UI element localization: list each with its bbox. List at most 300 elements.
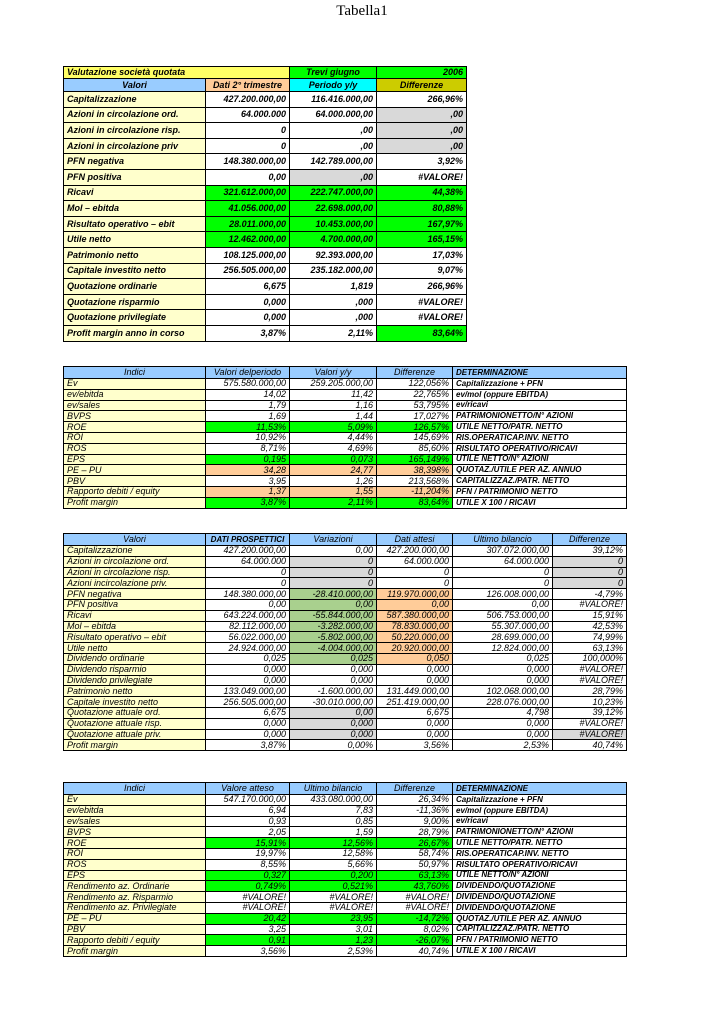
table-cell: 235.182.000,00 xyxy=(290,263,377,279)
table-cell: 165,15% xyxy=(377,232,467,248)
header-cell: Differenze xyxy=(553,534,627,546)
header-cell: Dati 2° trimestre xyxy=(206,79,290,92)
table-cell: 23,95 xyxy=(290,913,377,924)
table-cell: 0,073 xyxy=(290,454,377,465)
table-cell: 74,99% xyxy=(553,632,627,643)
table-cell: 64.000.000 xyxy=(377,556,453,567)
table-cell: 0,85 xyxy=(290,816,377,827)
table-cell: 34,28 xyxy=(206,465,290,476)
table-cell: 3,25 xyxy=(206,924,290,935)
table-cell: ROS xyxy=(64,859,206,870)
table-row xyxy=(64,567,627,578)
table-row xyxy=(64,599,627,610)
table-cell: 55.307.000,00 xyxy=(453,621,553,632)
header-cell: Valori y/y xyxy=(290,367,377,379)
table-cell: #VALORE! xyxy=(377,294,467,310)
table-cell: DIVIDENDO/QUOTAZIONE xyxy=(453,902,627,913)
header-cell: Valore atteso xyxy=(206,783,290,795)
table-cell: DIVIDENDO/QUOTAZIONE xyxy=(453,881,627,892)
table-cell: 3,87% xyxy=(206,325,290,341)
table-title-cell: Valutazione società quotata xyxy=(64,67,290,79)
table-cell: 14,02 xyxy=(206,389,290,400)
table-cell: 0,025 xyxy=(206,653,290,664)
table-row xyxy=(64,123,467,139)
table-cell: 9,07% xyxy=(377,263,467,279)
table-cell: 0,00% xyxy=(290,740,377,751)
table-cell: 575.580.000,00 xyxy=(206,379,290,390)
table-cell: 0 xyxy=(290,556,377,567)
table-cell: Profit margin xyxy=(64,740,206,751)
table-cell: DIVIDENDO/QUOTAZIONE xyxy=(453,892,627,903)
table-cell: Azioni in circolazione ord. xyxy=(64,107,206,123)
table-cell: -4.004.000,00 xyxy=(290,643,377,654)
table-row xyxy=(64,578,627,589)
table-cell: 80,88% xyxy=(377,201,467,217)
table-cell: 8,02% xyxy=(377,924,453,935)
table-cell: PFN negativa xyxy=(64,154,206,170)
table-cell: 22,765% xyxy=(377,389,453,400)
table-row xyxy=(64,827,627,838)
table-cell: 4.700.000,00 xyxy=(290,232,377,248)
table-cell: -5.802.000,00 xyxy=(290,632,377,643)
table-cell: Dividendo ordinarie xyxy=(64,653,206,664)
table-row xyxy=(64,169,467,185)
table-cell: 321.612.000,00 xyxy=(206,185,290,201)
table-cell: 1,819 xyxy=(290,279,377,295)
table-cell: 0 xyxy=(553,556,627,567)
table-row xyxy=(64,67,467,79)
table-cell: 64.000.000 xyxy=(206,107,290,123)
table-cell: ,000 xyxy=(290,310,377,326)
table-cell: 26,34% xyxy=(377,795,453,806)
table-row xyxy=(64,476,627,487)
header-cell: DATI PROSPETTICI xyxy=(206,534,290,546)
table-row xyxy=(64,740,627,751)
table-row xyxy=(64,729,627,740)
table-cell: 11,42 xyxy=(290,389,377,400)
table-cell: 427.200.000,00 xyxy=(206,546,290,557)
table-row xyxy=(64,107,467,123)
table-cell: 28,79% xyxy=(377,827,453,838)
table-cell: 213,568% xyxy=(377,476,453,487)
table-cell: 20.920.000,00 xyxy=(377,643,453,654)
table-cell: 6,94 xyxy=(206,805,290,816)
table-cell: UTILE X 100 / RICAVI xyxy=(453,946,627,957)
table-cell: 0,000 xyxy=(290,729,377,740)
table-cell: Mol – ebitda xyxy=(64,201,206,217)
table-row xyxy=(64,294,467,310)
table-cell: PBV xyxy=(64,924,206,935)
table-cell: 15,91% xyxy=(553,610,627,621)
table-cell: PFN / PATRIMONIO NETTO xyxy=(453,486,627,497)
table-cell: 1,79 xyxy=(206,400,290,411)
table-cell: 1,16 xyxy=(290,400,377,411)
table-cell: 587.380.000,00 xyxy=(377,610,453,621)
table-cell: UTILE NETTO/PATR. NETTO xyxy=(453,422,627,433)
table-cell: 6,675 xyxy=(206,707,290,718)
table-row xyxy=(64,795,627,806)
table-cell: RISULTATO OPERATIVO/RICAVI xyxy=(453,859,627,870)
header-cell: Indici xyxy=(64,783,206,795)
table-cell: ,00 xyxy=(290,138,377,154)
table-row xyxy=(64,379,627,390)
table-cell: ROI xyxy=(64,432,206,443)
table-cell: QUOTAZ./UTILE PER AZ. ANNUO xyxy=(453,913,627,924)
table-cell: UTILE NETTO/PATR. NETTO xyxy=(453,838,627,849)
table-cell: 145,69% xyxy=(377,432,453,443)
table-row xyxy=(64,653,627,664)
table-row xyxy=(64,411,627,422)
table-row xyxy=(64,675,627,686)
table-cell: 0,025 xyxy=(290,653,377,664)
table-cell: 0,000 xyxy=(290,718,377,729)
table-cell: Utile netto xyxy=(64,232,206,248)
table-cell: ,00 xyxy=(290,169,377,185)
table-cell: -11,204% xyxy=(377,486,453,497)
table-cell: 38,398% xyxy=(377,465,453,476)
table-cell: 547.170.000,00 xyxy=(206,795,290,806)
table-cell: 24,77 xyxy=(290,465,377,476)
table-cell: 28,79% xyxy=(553,686,627,697)
table-cell: RIS.OPERATICAP.INV. NETTO xyxy=(453,848,627,859)
table-cell: PATRIMONIONETTO/N° AZIONI xyxy=(453,411,627,422)
table-row xyxy=(64,279,467,295)
table-cell: Quotazione attuale ord. xyxy=(64,707,206,718)
table-cell: 0,000 xyxy=(290,664,377,675)
table-row xyxy=(64,546,627,557)
table-cell: 0,00 xyxy=(290,599,377,610)
table-cell: Profit margin xyxy=(64,946,206,957)
table-cell: 0,000 xyxy=(453,729,553,740)
table-cell: 0 xyxy=(290,567,377,578)
table-cell: 1,44 xyxy=(290,411,377,422)
table-cell: 63,13% xyxy=(553,643,627,654)
table-cell: CAPITALIZZAZ./PATR. NETTO xyxy=(453,476,627,487)
table-cell: Rapporto debiti / equity xyxy=(64,486,206,497)
table-row xyxy=(64,310,467,326)
table-cell: ev/ebitda xyxy=(64,389,206,400)
table-cell: 3,87% xyxy=(206,497,290,508)
table-cell: 4,798 xyxy=(453,707,553,718)
table-cell: Azioni in circolazione risp. xyxy=(64,567,206,578)
table-cell: 0,00 xyxy=(290,707,377,718)
table-cell: 4,44% xyxy=(290,432,377,443)
table-cell: 0 xyxy=(377,578,453,589)
table-row xyxy=(64,138,467,154)
table-cell: 0,00 xyxy=(206,599,290,610)
table-cell: #VALORE! xyxy=(377,310,467,326)
header-cell: Variazioni xyxy=(290,534,377,546)
table-row xyxy=(64,697,627,708)
table-cell: 259.205.000,00 xyxy=(290,379,377,390)
header-cell: Ultimo bilancio xyxy=(290,783,377,795)
table-cell: Quotazione attuale risp. xyxy=(64,718,206,729)
table-cell: 4,69% xyxy=(290,443,377,454)
table-row xyxy=(64,92,467,108)
table-cell: 0,000 xyxy=(206,664,290,675)
table-cell: 102.068.000,00 xyxy=(453,686,553,697)
table-cell: QUOTAZ./UTILE PER AZ. ANNUO xyxy=(453,465,627,476)
header-cell: Periodo y/y xyxy=(290,79,377,92)
table-cell: ,00 xyxy=(377,123,467,139)
table-cell: 6,675 xyxy=(377,707,453,718)
table-cell: PFN positiva xyxy=(64,599,206,610)
table-cell: -11,36% xyxy=(377,805,453,816)
table-cell: #VALORE! xyxy=(206,892,290,903)
table-cell: 0 xyxy=(206,567,290,578)
table-cell: -3.282.000,00 xyxy=(290,621,377,632)
table-cell: 3,92% xyxy=(377,154,467,170)
table-cell: 0 xyxy=(553,578,627,589)
table-indici-periodo xyxy=(63,366,627,509)
table-cell: Patrimonio netto xyxy=(64,247,206,263)
table-cell: ,000 xyxy=(290,294,377,310)
table-cell: 427.200.000,00 xyxy=(206,92,290,108)
table-cell: -26,07% xyxy=(377,935,453,946)
table-row xyxy=(64,946,627,957)
table-cell: 2,11% xyxy=(290,325,377,341)
table-cell: Dividendo risparmio xyxy=(64,664,206,675)
table-cell: 10.453.000,00 xyxy=(290,216,377,232)
table-cell: 3,87% xyxy=(206,740,290,751)
table-cell: Quotazione attuale priv. xyxy=(64,729,206,740)
table-cell: ev/ricavi xyxy=(453,816,627,827)
table-cell: 0,000 xyxy=(206,310,290,326)
table-cell: PFN positiva xyxy=(64,169,206,185)
table-cell: 643.224.000,00 xyxy=(206,610,290,621)
table-cell: 126.008.000,00 xyxy=(453,589,553,600)
table-cell: 0,000 xyxy=(206,294,290,310)
table-cell: #VALORE! xyxy=(377,169,467,185)
table-cell: 0,93 xyxy=(206,816,290,827)
table-cell: 8,55% xyxy=(206,859,290,870)
table-cell: #VALORE! xyxy=(553,675,627,686)
table-cell: Risultato operativo – ebit xyxy=(64,216,206,232)
table-row xyxy=(64,870,627,881)
table-cell: Quotazione risparmio xyxy=(64,294,206,310)
table-cell: 256.505.000,00 xyxy=(206,697,290,708)
table-cell: 0 xyxy=(206,138,290,154)
table-cell: 2,11% xyxy=(290,497,377,508)
table-cell: Ricavi xyxy=(64,610,206,621)
table-row xyxy=(64,389,627,400)
table-cell: 7,83 xyxy=(290,805,377,816)
table-cell: 0,000 xyxy=(377,664,453,675)
table-cell: Patrimonio netto xyxy=(64,686,206,697)
table-cell: 64.000.000 xyxy=(206,556,290,567)
table-cell: EPS xyxy=(64,454,206,465)
table-cell: Profit margin xyxy=(64,497,206,508)
table-cell: 43,760% xyxy=(377,881,453,892)
table-cell: ,00 xyxy=(377,138,467,154)
table-cell: #VALORE! xyxy=(377,902,453,913)
table-cell: 39,12% xyxy=(553,546,627,557)
table-cell: Azioni incircolazione priv. xyxy=(64,578,206,589)
page-title: Tabella1 xyxy=(336,3,388,19)
table-row xyxy=(64,859,627,870)
table-cell: 53,795% xyxy=(377,400,453,411)
table-cell: 506.753.000,00 xyxy=(453,610,553,621)
table-cell: 0,749% xyxy=(206,881,290,892)
table-row xyxy=(64,422,627,433)
table-cell: 0,000 xyxy=(206,718,290,729)
table-cell: UTILE NETTO/N° AZIONI xyxy=(453,870,627,881)
table-dati-prospettici xyxy=(63,533,627,751)
table-cell: ROS xyxy=(64,443,206,454)
company-cell: Trevi giugno xyxy=(290,67,377,79)
table-cell: 78.830.000,00 xyxy=(377,621,453,632)
table-cell: 0,195 xyxy=(206,454,290,465)
table-cell: 222.747.000,00 xyxy=(290,185,377,201)
table-cell: 3,56% xyxy=(206,946,290,957)
table-cell: 2,05 xyxy=(206,827,290,838)
table-cell: 148.380.000,00 xyxy=(206,589,290,600)
table-cell: 266,96% xyxy=(377,92,467,108)
table-cell: 9,00% xyxy=(377,816,453,827)
table-cell: ROI xyxy=(64,848,206,859)
table-cell: Rendimento az. Ordinarie xyxy=(64,881,206,892)
table-cell: 108.125.000,00 xyxy=(206,247,290,263)
table-row xyxy=(64,924,627,935)
table-cell: 15,91% xyxy=(206,838,290,849)
table-cell: 5,66% xyxy=(290,859,377,870)
table-cell: 11,53% xyxy=(206,422,290,433)
table-cell: Rendimento az. Privilegiate xyxy=(64,902,206,913)
table-cell: 0 xyxy=(290,578,377,589)
table-cell: 427.200.000,00 xyxy=(377,546,453,557)
table-row xyxy=(64,589,627,600)
table-cell: 12,56% xyxy=(290,838,377,849)
table-cell: 0 xyxy=(553,567,627,578)
table-cell: #VALORE! xyxy=(290,892,377,903)
table-row xyxy=(64,632,627,643)
table-cell: 64.000.000,00 xyxy=(290,107,377,123)
table-cell: UTILE X 100 / RICAVI xyxy=(453,497,627,508)
table-cell: 122,056% xyxy=(377,379,453,390)
table-row xyxy=(64,621,627,632)
table-cell: 0,000 xyxy=(453,664,553,675)
table-cell: 0 xyxy=(206,123,290,139)
table-cell: -30.010.000,00 xyxy=(290,697,377,708)
table-cell: 28.699.000,00 xyxy=(453,632,553,643)
table-cell: 0 xyxy=(377,567,453,578)
table-cell: 28.011.000,00 xyxy=(206,216,290,232)
table-cell: #VALORE! xyxy=(377,892,453,903)
table-cell: 0 xyxy=(453,567,553,578)
table-row xyxy=(64,935,627,946)
table-cell: 22.698.000,00 xyxy=(290,201,377,217)
table-cell: Capitale investito netto xyxy=(64,263,206,279)
table-cell: 1,26 xyxy=(290,476,377,487)
table-cell: Risultato operativo – ebit xyxy=(64,632,206,643)
table-row xyxy=(64,432,627,443)
table-cell: Rendimento az. Risparmio xyxy=(64,892,206,903)
header-cell: Differenze xyxy=(377,367,453,379)
table-row xyxy=(64,400,627,411)
table-cell: Ricavi xyxy=(64,185,206,201)
table-cell: 1,23 xyxy=(290,935,377,946)
table-row xyxy=(64,263,467,279)
table-cell: 0 xyxy=(206,578,290,589)
table-cell: 1,55 xyxy=(290,486,377,497)
table-cell: 24.924.000,00 xyxy=(206,643,290,654)
table-cell: Capitalizzazione + PFN xyxy=(453,795,627,806)
table-cell: 20,42 xyxy=(206,913,290,924)
table-cell: Quotazione privilegiate xyxy=(64,310,206,326)
table-cell: BVPS xyxy=(64,411,206,422)
table-cell: 251.419.000,00 xyxy=(377,697,453,708)
table-cell: UTILE NETTO/N° AZIONI xyxy=(453,454,627,465)
table-cell: CAPITALIZZAZ./PATR. NETTO xyxy=(453,924,627,935)
table-row xyxy=(64,805,627,816)
table-row xyxy=(64,718,627,729)
table-cell: 100,000% xyxy=(553,653,627,664)
table-cell: Profit margin anno in corso xyxy=(64,325,206,341)
table-cell: 119.970.000,00 xyxy=(377,589,453,600)
table-cell: 85,60% xyxy=(377,443,453,454)
table-cell: Ev xyxy=(64,379,206,390)
table-cell: Quotazione ordinarie xyxy=(64,279,206,295)
header-cell: Valori xyxy=(64,534,206,546)
table-cell: RISULTATO OPERATIVO/RICAVI xyxy=(453,443,627,454)
table-cell: 19,97% xyxy=(206,848,290,859)
table-cell: Utile netto xyxy=(64,643,206,654)
table-cell: 0 xyxy=(453,578,553,589)
table-cell: 0,00 xyxy=(290,546,377,557)
table-row xyxy=(64,902,627,913)
table-cell: Azioni in circolazione priv xyxy=(64,138,206,154)
table-cell: -28.410.000,00 xyxy=(290,589,377,600)
table-cell: PFN negativa xyxy=(64,589,206,600)
table-row xyxy=(64,643,627,654)
table-cell: -14,72% xyxy=(377,913,453,924)
table-row xyxy=(64,454,627,465)
table-cell: 41.056.000,00 xyxy=(206,201,290,217)
table-cell: PE – PU xyxy=(64,465,206,476)
table-cell: 165,149% xyxy=(377,454,453,465)
header-cell: Indici xyxy=(64,367,206,379)
table-cell: 3,56% xyxy=(377,740,453,751)
table-cell: Capitale investito netto xyxy=(64,697,206,708)
table-cell: 0,000 xyxy=(377,675,453,686)
header-cell: Valori delperiodo xyxy=(206,367,290,379)
table-cell: 0,91 xyxy=(206,935,290,946)
table-cell: Rapporto debiti / equity xyxy=(64,935,206,946)
table-cell: 6,675 xyxy=(206,279,290,295)
table-cell: Azioni in circolazione ord. xyxy=(64,556,206,567)
table-cell: #VALORE! xyxy=(553,599,627,610)
table-row xyxy=(64,686,627,697)
table-row xyxy=(64,848,627,859)
table-cell: Capitalizzazione xyxy=(64,546,206,557)
table-cell: ev/sales xyxy=(64,400,206,411)
table-row xyxy=(64,610,627,621)
table-row xyxy=(64,201,467,217)
table-cell: 92.393.000,00 xyxy=(290,247,377,263)
table-cell: 26,67% xyxy=(377,838,453,849)
table-row xyxy=(64,816,627,827)
table-cell: 0,000 xyxy=(377,729,453,740)
table-cell: 50.220.000,00 xyxy=(377,632,453,643)
table-row xyxy=(64,216,467,232)
table-cell: 266,96% xyxy=(377,279,467,295)
table-cell: ev/sales xyxy=(64,816,206,827)
table-header xyxy=(64,534,627,546)
table-cell: 0,000 xyxy=(206,675,290,686)
table-cell: ,00 xyxy=(290,123,377,139)
table-cell: 63,13% xyxy=(377,870,453,881)
table-cell: PBV xyxy=(64,476,206,487)
